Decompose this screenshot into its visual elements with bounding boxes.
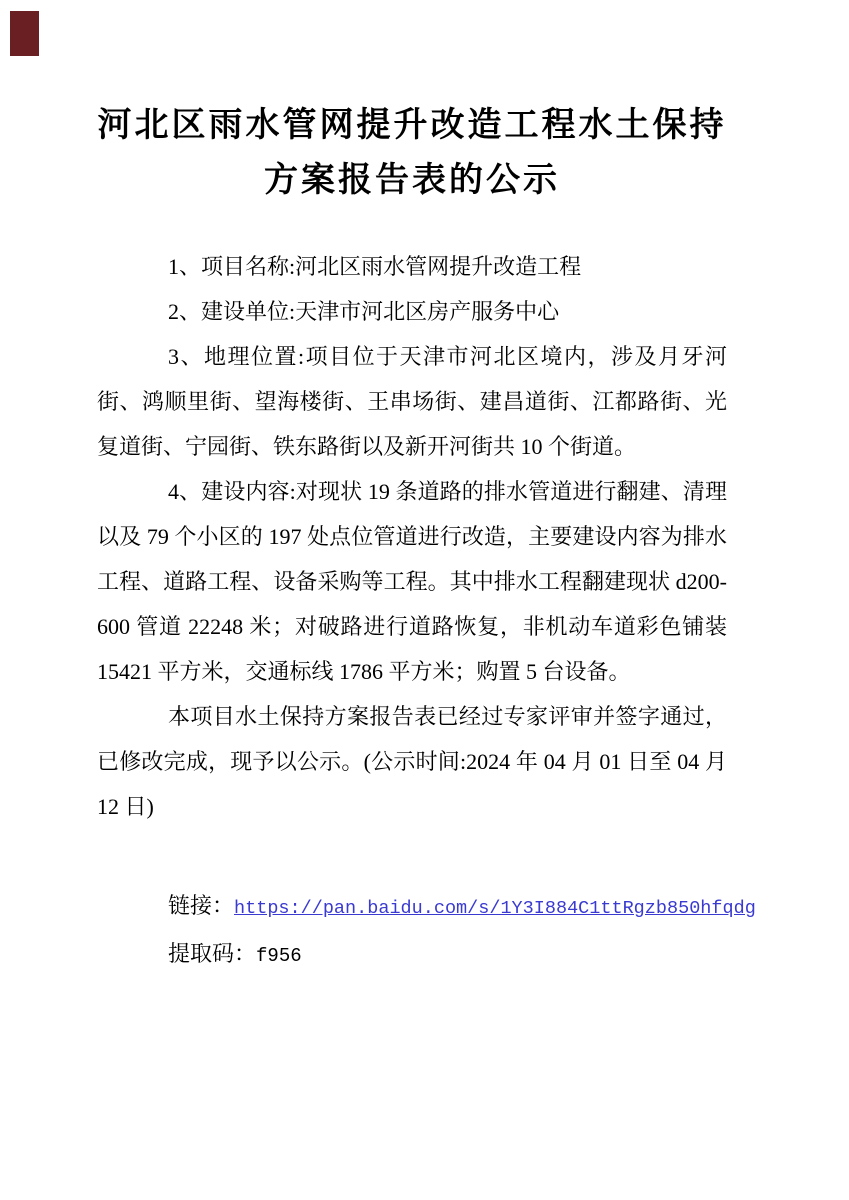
paragraph-project-name: 1、项目名称:河北区雨水管网提升改造工程 — [168, 254, 582, 279]
download-section — [97, 883, 756, 979]
paragraph-location: 3、地理位置:项目位于天津市河北区境内，涉及月牙河街、鸿顺里街、望海楼街、王串场街、建昌道街、江都路街、光复道街、宁园街、铁东路街以及新开河街共 10 个街道。 — [97, 344, 727, 459]
baidu-pan-link[interactable]: https://pan.baidu.com/s/1Y3I884C1ttRgzb850hfqdg — [234, 898, 756, 919]
notice-body — [97, 244, 727, 829]
paragraph-construction-unit: 2、建设单位:天津市河北区房产服务中心 — [168, 299, 560, 324]
corner-mark — [10, 11, 39, 56]
page-title-line-2: 方案报告表的公示 — [264, 162, 560, 199]
link-label: 链接： — [168, 893, 235, 918]
paragraph-construction-content: 4、建设内容:对现状 19 条道路的排水管道进行翻建、清理以及 79 个小区的 197 处点位管道进行改造，主要建设内容为排水工程、道路工程、设备采购等工程。其中排水工程翻建现状 d200-600 管道 22248 米；对破路进行道路恢复，非机动车道彩色铺装 15421 平方米，交通标线 1786 平方米；购置 5 台设备。 — [97, 479, 727, 684]
download-link-line — [168, 883, 756, 931]
page-title-line-1: 河北区雨水管网提升改造工程水土保持 — [97, 107, 727, 144]
page-title — [97, 98, 727, 208]
code-value: f956 — [256, 945, 302, 967]
code-label: 提取码： — [168, 941, 257, 966]
paragraph-publicity-statement: 本项目水土保持方案报告表已经过专家评审并签字通过，已修改完成，现予以公示。(公示时间:2024 年 04 月 01 日至 04 月 12 日) — [97, 704, 727, 819]
extraction-code-line — [168, 931, 727, 979]
